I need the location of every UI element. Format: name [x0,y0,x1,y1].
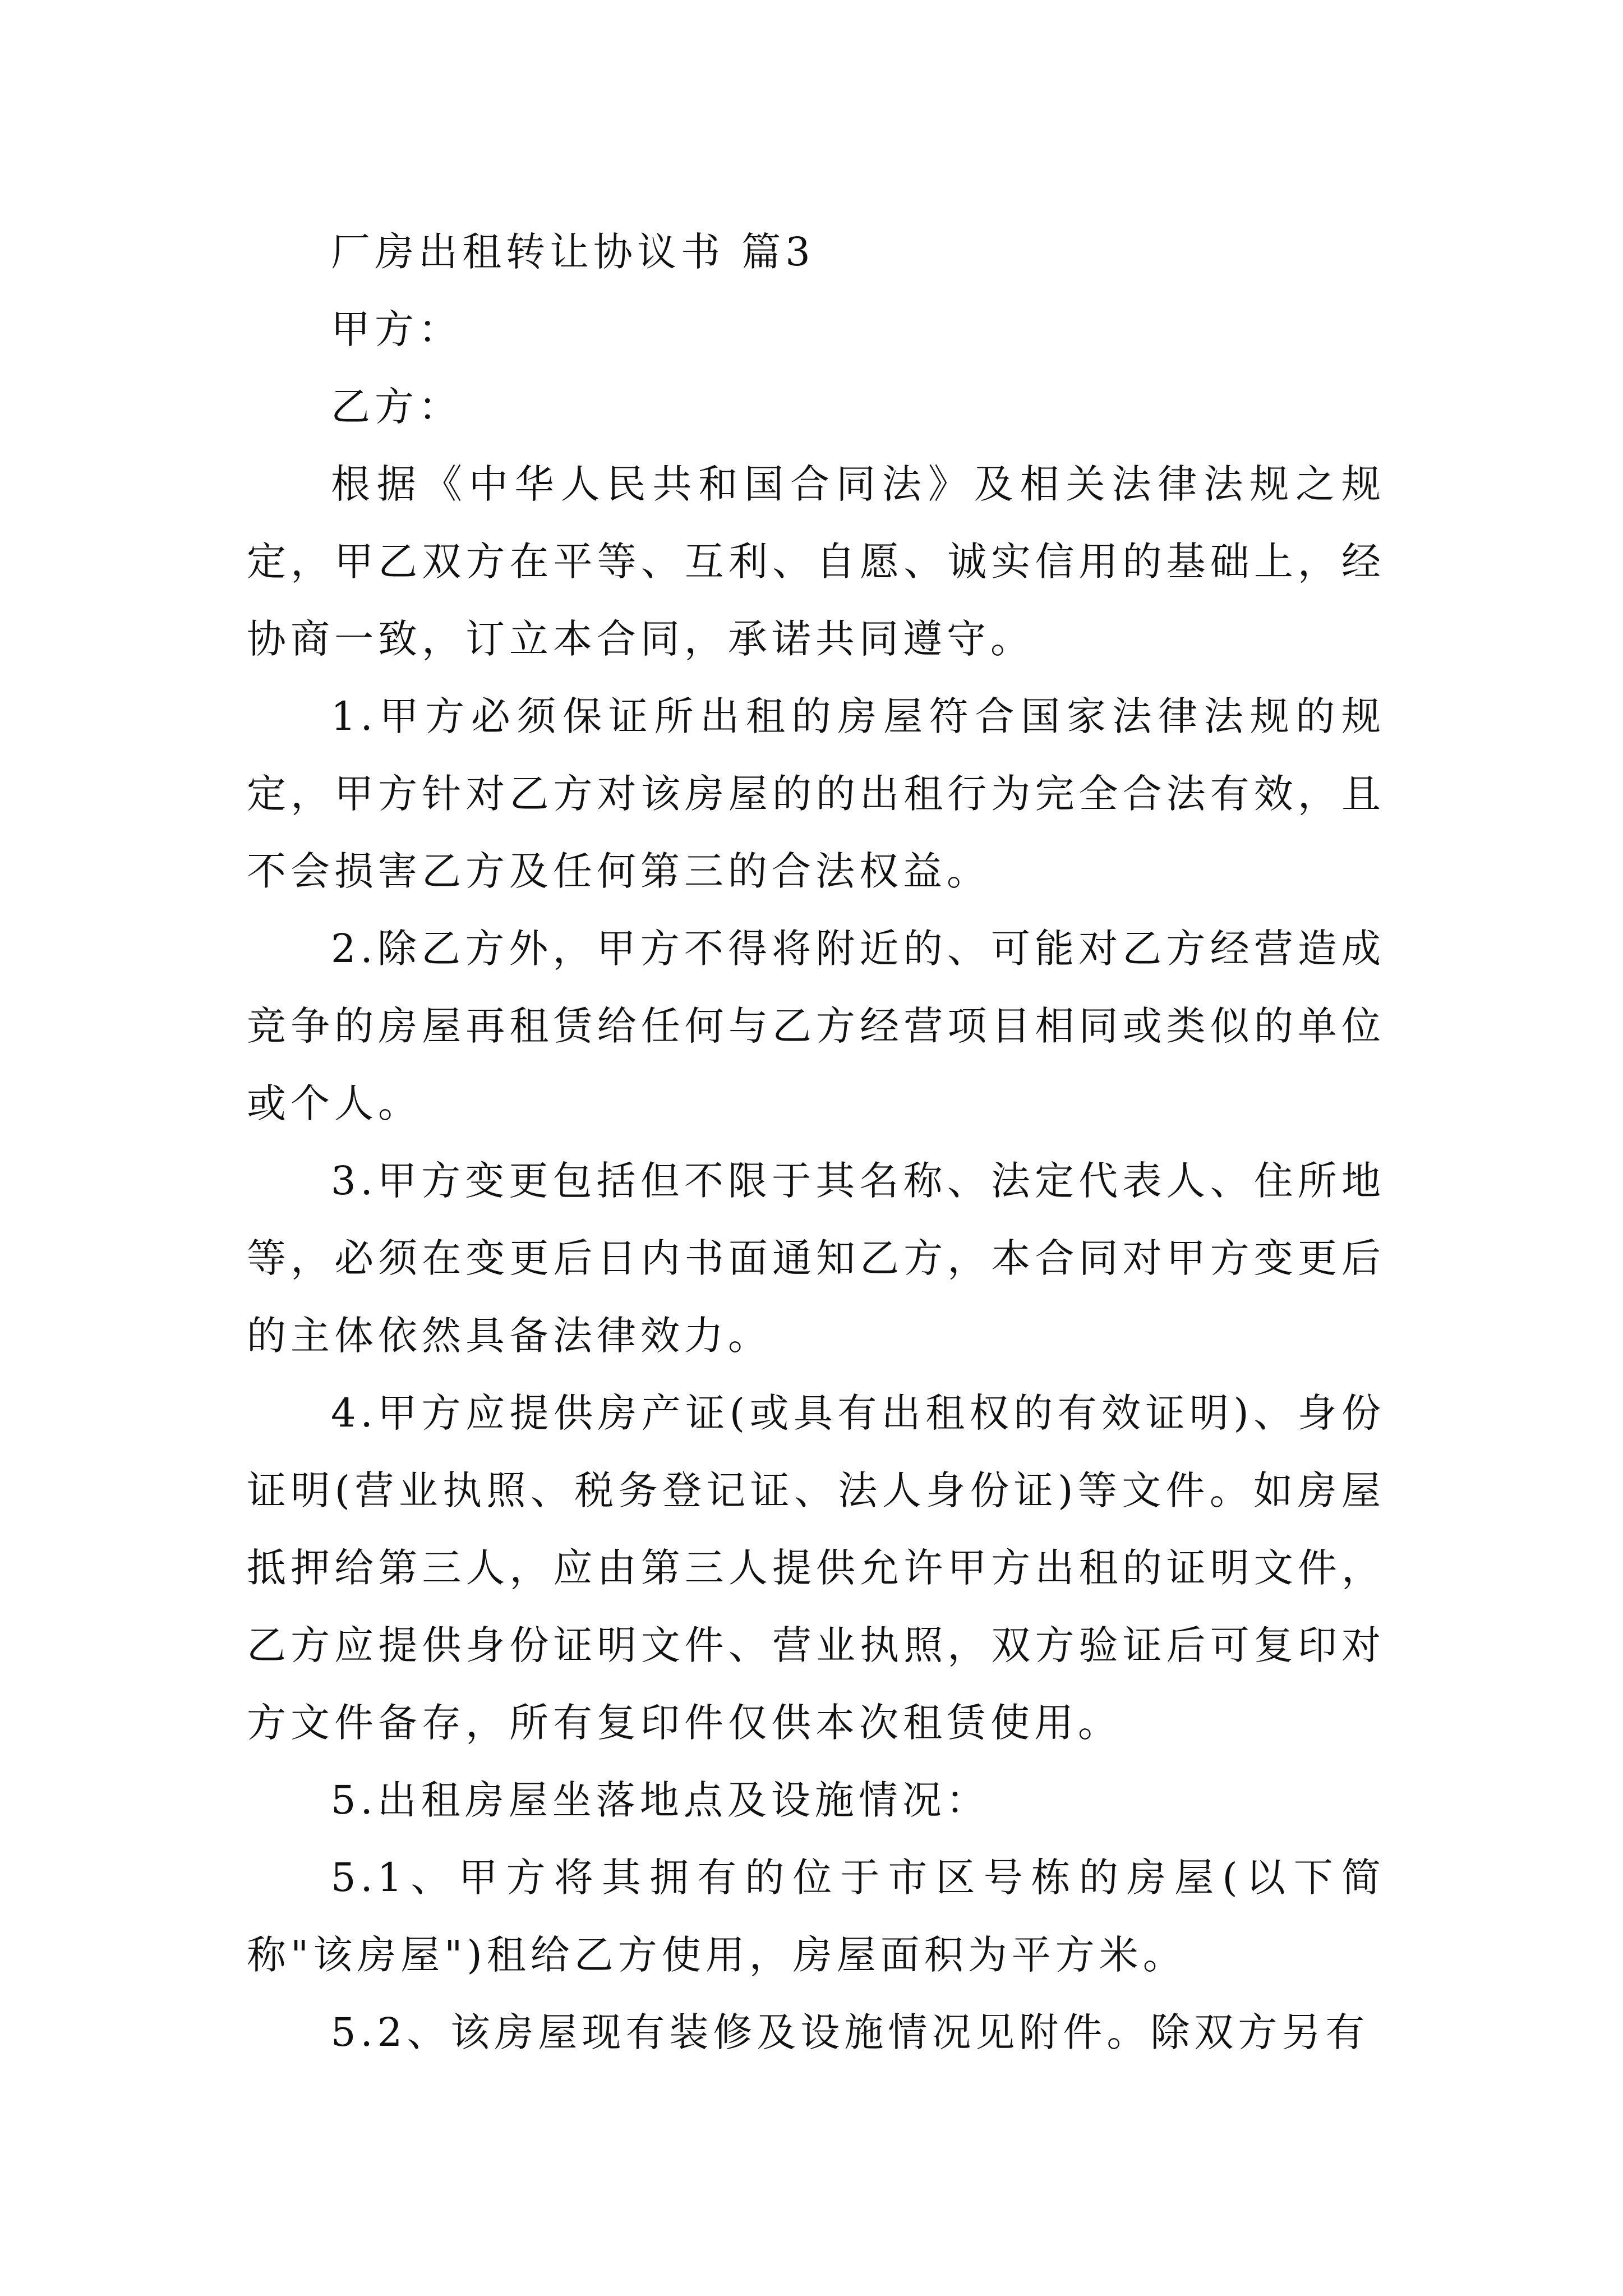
paragraph-clause-5: 5.出租房屋坐落地点及设施情况： [331,1777,990,1823]
paragraph-clause-3: 3.甲方变更包括但不限于其名称、法定代表人、住所地等，必须在变更后日内书面通知乙方，本合同对甲方变更后的主体依然具备法律效力。 [247,1158,1385,1359]
paragraph-preamble: 根据《中华人民共和国合同法》及相关法律法规之规定，甲乙双方在平等、互利、自愿、诚实信用的基础上，经协商一致，订立本合同，承诺共同遵守。 [247,461,1385,662]
document-title: 厂房出租转让协议书 篇3 [331,229,815,275]
paragraph-clause-5-2: 5.2、该房屋现有装修及设施情况见附件。除双方另有 [331,2009,1370,2055]
paragraph-clause-5-1: 5.1、甲方将其拥有的位于市区号栋的房屋(以下简称"该房屋")租给乙方使用，房屋面积为平方米。 [247,1855,1385,1978]
paragraph-clause-1: 1.甲方必须保证所出租的房屋符合国家法律法规的规定，甲方针对乙方对该房屋的的出租行为完全合法有效，且不会损害乙方及任何第三的合法权益。 [247,693,1385,894]
party-a-line: 甲方： [331,306,462,352]
paragraph-clause-4: 4.甲方应提供房产证(或具有出租权的有效证明)、身份证明(营业执照、税务登记证、法人身份证)等文件。如房屋抵押给第三人，应由第三人提供允许甲方出租的证明文件，乙方应提供身份证明文件、营业执照，双方验证后可复印对方文件备存，所有复印件仅供本次租赁使用。 [247,1390,1385,1746]
party-b-line: 乙方： [331,384,462,430]
paragraph-clause-2: 2.除乙方外，甲方不得将附近的、可能对乙方经营造成竞争的房屋再租赁给任何与乙方经营项目相同或类似的单位或个人。 [247,926,1385,1126]
document-body [247,213,1385,2071]
